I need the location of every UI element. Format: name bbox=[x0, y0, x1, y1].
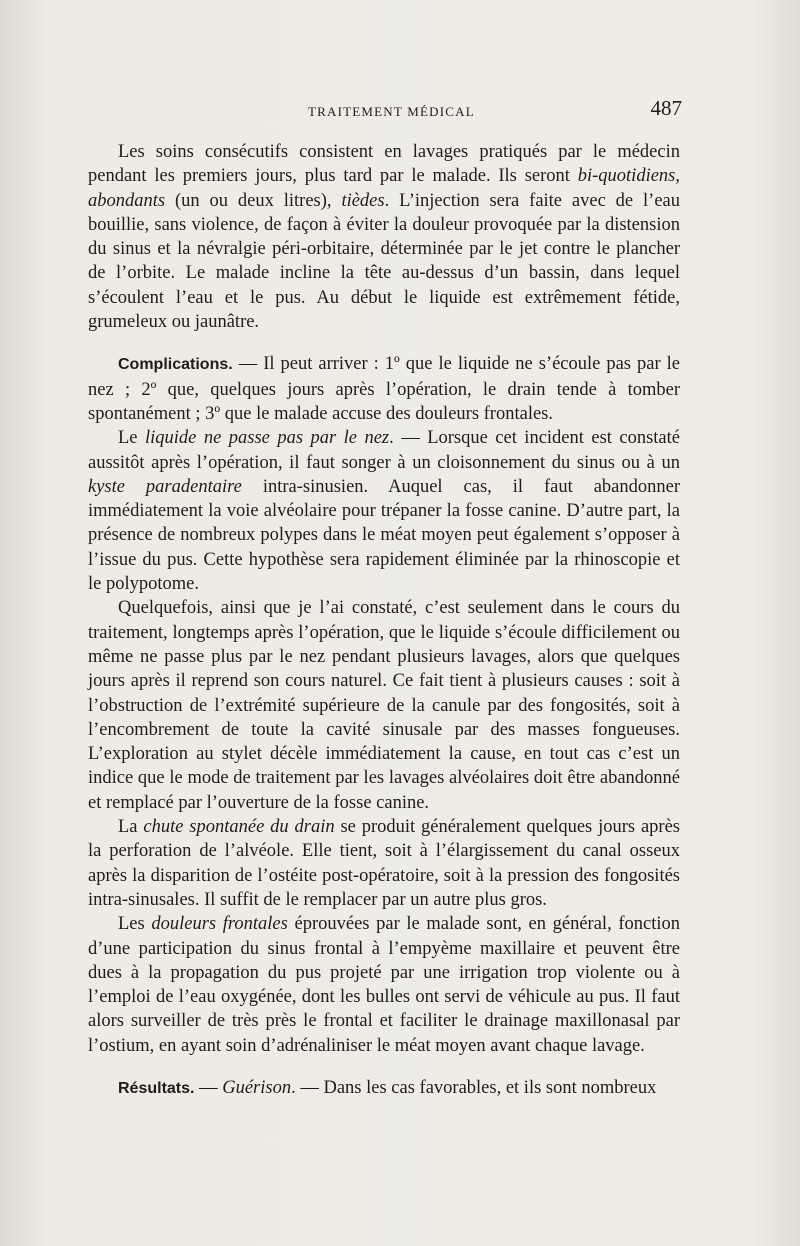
paragraph-liquid-not-passing bbox=[88, 426, 680, 596]
text-run: Les bbox=[118, 914, 152, 935]
text-run: Le bbox=[118, 428, 145, 449]
italic-run: tièdes bbox=[341, 190, 385, 211]
paragraph-complications bbox=[88, 352, 680, 426]
italic-run: abondants bbox=[88, 190, 166, 211]
text-run: . — Lorsque cet incident est constaté aussitôt après l’opération, il faut songer à un cloisonnement du sinus ou à un bbox=[88, 428, 680, 473]
page-header bbox=[98, 96, 682, 126]
text-run: La bbox=[118, 817, 144, 838]
section-heading-complications: Complications. bbox=[118, 356, 233, 374]
text-run: — bbox=[194, 1077, 223, 1098]
page-body bbox=[88, 140, 680, 1101]
text-run: (un ou deux litres), bbox=[165, 190, 342, 211]
text-run: — Il peut arriver : 1º que le liquide ne s’écoule pas par le nez ; 2º que, quelques jours après l’opération, le drain tende à tomber spontanément ; 3º que le malade accuse des douleurs frontales. bbox=[88, 354, 680, 424]
paragraph-frontal-pain bbox=[88, 912, 680, 1058]
text-run: éprouvées par le malade sont, en général, fonction d’une participation du sinus frontal à l’empyème maxillaire et peuvent être dues à la propagation du pus projeté par une irrigation trop violente ou à l’emploi de l’eau oxygénée, dont les bulles ont servi de véhicule au pus. Il faut alors surveiller de très près le frontal et faciliter le drainage maxillonasal par l’ostium, en ayant soin d’adrénaliniser le méat moyen avant chaque lavage. bbox=[88, 914, 680, 1056]
italic-run: bi-quotidiens bbox=[577, 166, 676, 187]
text-run: . L’injection sera faite avec de l’eau bouillie, sans violence, de façon à éviter la douleur provoquée par la distension du sinus et la névralgie péri-orbitaire, déterminée par le jet contre le plancher de l’orbite. Le malade incline la tête au-dessus d’un bassin, dans lequel s’écoulent l’eau et le pus. Au début le liquide est extrêmement fétide, grumeleux ou jaunâtre. bbox=[88, 190, 680, 333]
paragraph-obstruction bbox=[88, 596, 680, 815]
text-run: Quelquefois, ainsi que je l’ai constaté, c’est seulement dans le cours du traitement, longtemps après l’opération, que le liquide s’écoule difficilement ou même ne passe plus par le nez pendant plusieurs lavages, alors que quelques jours après il reprend son cours naturel. Ce fait tient à plusieurs causes : soit à l’obstruction de l’extrémité supérieure de la canule par des fongosités, soit à l’encombrement de toute la cavité sinusale par des masses fongueuses. L’exploration au stylet décèle immédiatement la cause, en tout cas c’est un indice que le mode de traitement par les lavages alvéolaires doit être abandonné et remplacé par l’ouverture de la fosse canine. bbox=[88, 598, 680, 813]
section-heading-results: Résultats. bbox=[118, 1079, 195, 1097]
italic-run: douleurs frontales bbox=[151, 914, 288, 935]
text-run: , bbox=[675, 166, 680, 187]
text-run: se produit généralement quelques jours après la perforation de l’alvéole. Elle tient, soit à l’élargissement du canal osseux après la disparition de l’ostéite post-opératoire, soit à la pression des fongosités intra-sinusales. Il suffit de le remplacer par un autre plus gros. bbox=[88, 817, 680, 910]
paragraph-post-op-care bbox=[88, 140, 680, 334]
running-title: TRAITEMENT MÉDICAL bbox=[308, 104, 475, 119]
paragraph-results bbox=[88, 1076, 680, 1101]
italic-run: liquide ne passe pas par le nez bbox=[144, 428, 390, 449]
page-number: 487 bbox=[650, 96, 682, 120]
text-run: Les soins consécutifs consistent en lavages pratiqués par le médecin pendant les premiers jours, plus tard par le malade. Ils seront bbox=[88, 142, 680, 187]
paragraph-drain-fall bbox=[88, 815, 680, 912]
italic-run: chute spontanée du drain bbox=[143, 817, 335, 838]
text-run: intra-sinusien. Auquel cas, il faut abandonner immédiatement la voie alvéolaire pour trépaner la fosse canine. D’autre part, la présence de nombreux polypes dans le méat moyen peut également s’opposer à l’issue du pus. Cette hypothèse sera rapidement éliminée par la rhinoscopie et le polypotome. bbox=[88, 476, 680, 595]
text-run: . — Dans les cas favorables, et ils sont nombreux bbox=[291, 1077, 657, 1098]
italic-run: Guérison bbox=[222, 1077, 292, 1098]
italic-run: kyste paradentaire bbox=[88, 476, 242, 497]
